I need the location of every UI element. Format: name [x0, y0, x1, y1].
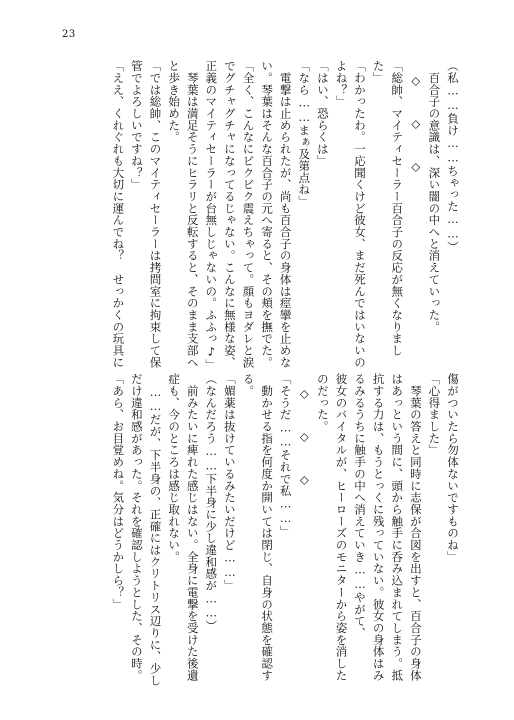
bottom-line: はあっという間に、頭から触手に呑み込まれてしまう。抵 — [390, 373, 405, 682]
text-block-bottom — [109, 373, 462, 687]
bottom-line: 「心得ました」 — [427, 373, 442, 456]
top-line: 正義のマイティセーラーが台無しじゃないの。ふふっ♪」 — [204, 60, 219, 371]
top-line: 管でよろしいですね？」 — [129, 60, 144, 191]
bottom-line: 前みたいに痺れた感じはない。全身に電撃を受けた後遺 — [185, 373, 200, 682]
bottom-line: 抗する力は、もうとっくに残っていない。彼女の身体はみ — [371, 373, 386, 682]
bottom-scene-break: ◇ ◇ ◇ — [297, 373, 312, 489]
top-line: 「では総帥、このマイティセーラーは拷問室に拘束して保 — [148, 60, 163, 369]
top-line: 電撃は止められたが、尚も百合子の身体は痙攣を止めな — [278, 60, 293, 369]
top-line: 「わかったわ。一応聞くけど彼女、まだ死んではいないの — [353, 60, 368, 369]
bottom-line: （なんだろう……下半身に少し違和感が……） — [204, 373, 219, 632]
top-line: 琴葉は満足そうにヒラリと反転すると、そのまま支部へ — [185, 60, 200, 369]
bottom-line: 症も、今のところは感じ取れない。 — [167, 373, 182, 563]
top-line: 「全く、こんなにビクビク震えちゃって。顔もヨダレと涙 — [241, 60, 256, 369]
top-line: い。琴葉はそんな百合子の元へ寄ると、その頬を撫でた。 — [260, 60, 275, 369]
bottom-line: 「そうだ……それで私……」 — [278, 373, 293, 538]
bottom-line: 動かせる指を何度か開いては閉じ、自身の状態を確認す — [260, 373, 275, 682]
bottom-line: 「媚薬は抜けているみたいだけど……」 — [222, 373, 237, 592]
top-line: と歩き始めた。 — [167, 60, 182, 143]
top-scene-break: ◇ ◇ ◇ — [408, 60, 423, 176]
top-line: でグチャグチャになってるじゃない。こんなに無様な姿、 — [222, 60, 237, 369]
top-line: 「総帥、マイティセーラー百合子の反応が無くなりまし — [390, 60, 405, 357]
bottom-line: るみるうちに触手の中へ消えていき……やがて、 — [353, 373, 368, 639]
bottom-line: 傷がついたら勿体ないですものね」 — [446, 373, 460, 563]
bottom-line: る。 — [241, 373, 256, 397]
bottom-line: だけ違和感があった。それを確認しようとした、その時。 — [129, 373, 144, 682]
top-line: よね？」 — [334, 60, 349, 108]
bottom-line: ……だが、下半身の、正確にはクリトリス辺りに、少し — [148, 373, 163, 687]
top-line: 「ええ、くれぐれも大切に運んでね？ せっかくの玩具に — [111, 60, 126, 369]
top-line: 百合子の意識は、深い闇の中へと消えていった。 — [427, 60, 442, 333]
bottom-line: 「あら、お目覚めね。気分はどうかしら？」 — [111, 373, 126, 610]
top-line: 「はい、恐らくは」 — [315, 60, 330, 167]
top-line: 「なら……まぁ及第点ね」 — [297, 60, 312, 208]
bottom-line: 彼女のバイタルが、ヒーローズのモニターから姿を消した — [334, 373, 349, 682]
bottom-line: のだった。 — [315, 373, 330, 433]
bottom-line: 琴葉の答えと同時に志保が合図を出すと、百合子の身体 — [408, 373, 423, 682]
page-number: 23 — [62, 29, 76, 40]
top-line: （私……負け……ちゃった……） — [446, 60, 460, 253]
top-line: た」 — [371, 60, 386, 84]
text-block-top — [109, 60, 462, 371]
